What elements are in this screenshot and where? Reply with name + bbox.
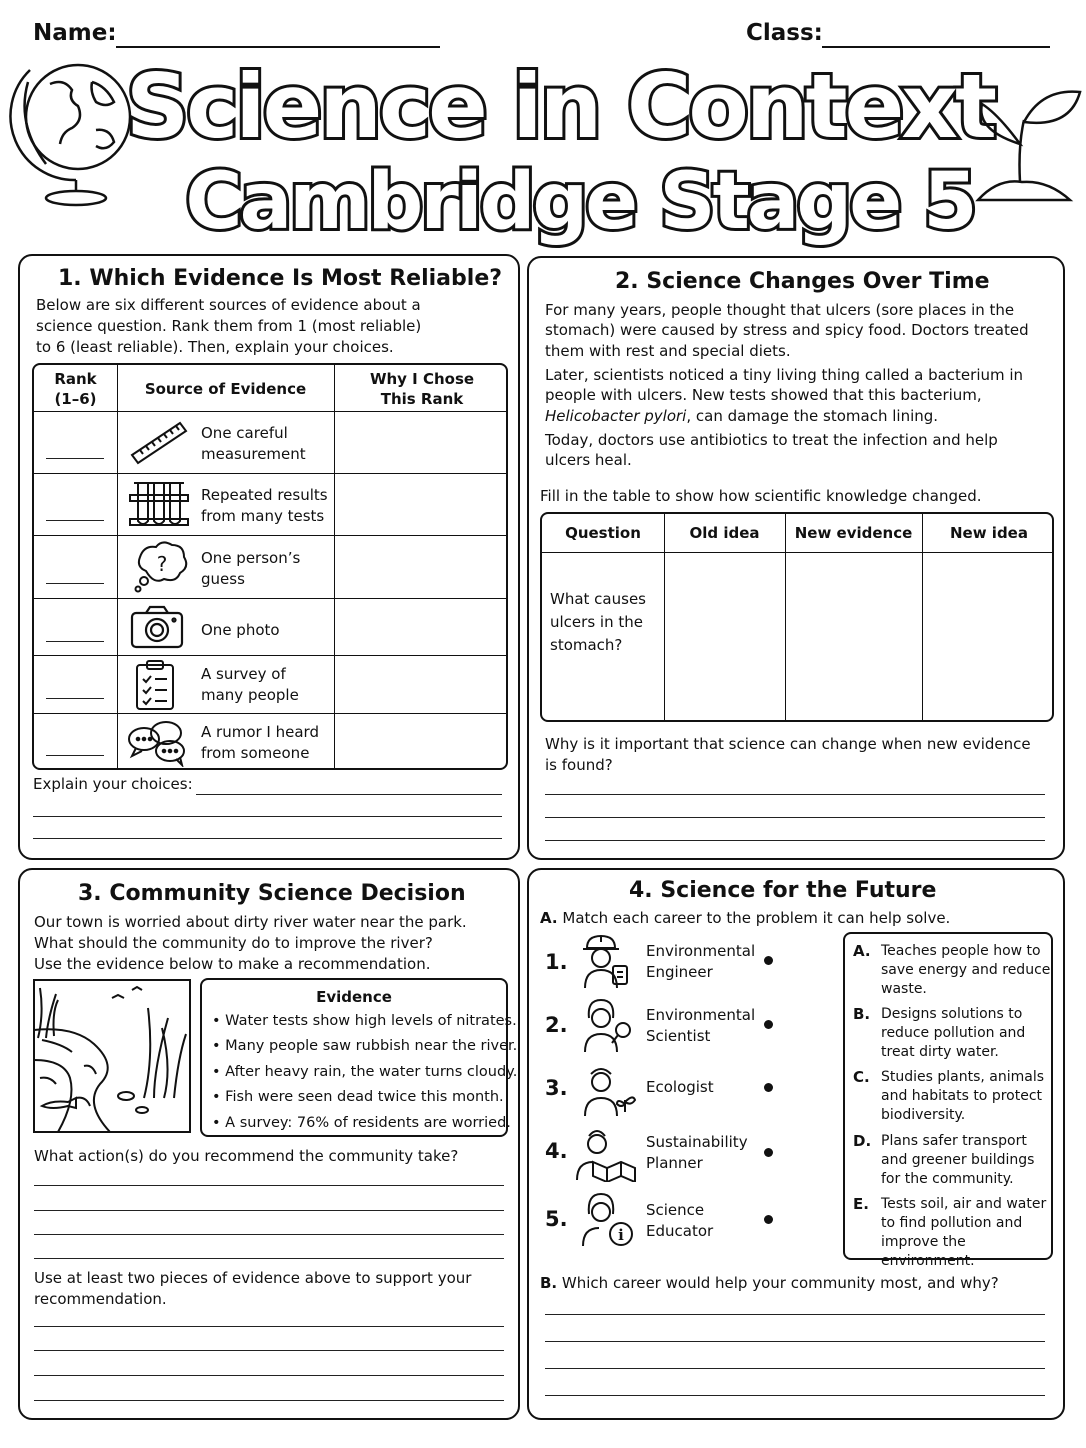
answer-c[interactable]: Studies plants, animals and habitats to protect biodiversity. <box>881 1069 1045 1123</box>
col-source-header: Source of Evidence <box>144 380 307 398</box>
part-b-line-1[interactable] <box>545 1314 1045 1315</box>
section-2-p3-line2: ulcers heal. <box>545 451 632 469</box>
globe-icon <box>10 65 130 205</box>
evidence-box <box>200 978 518 1137</box>
evidence-item-5: • A survey: 76% of residents are worried. <box>212 1115 511 1131</box>
title-line1: Science in Context <box>125 55 995 158</box>
career-2-name: Environmental Scientist <box>646 1006 756 1045</box>
action-line-4[interactable] <box>34 1258 504 1259</box>
title-line2: Cambridge Stage 5 <box>185 157 975 247</box>
action-line-1[interactable] <box>34 1185 504 1186</box>
career-5-name: Science Educator <box>646 1201 714 1240</box>
explain-line-2[interactable] <box>33 816 502 817</box>
action-line-3[interactable] <box>34 1234 504 1235</box>
answer-b-letter: B. <box>853 1005 871 1023</box>
career-2-number: 2. <box>545 1013 568 1037</box>
camera-icon <box>130 603 186 651</box>
engineer-icon <box>573 932 637 990</box>
section-3-intro-line1: Our town is worried about dirty river water near the park. <box>34 913 467 931</box>
speech-bubbles-icon <box>126 717 188 767</box>
educator-icon <box>573 1190 637 1248</box>
evidence-item-4: • Fish were seen dead twice this month. <box>212 1089 504 1105</box>
rank-blank-6[interactable] <box>46 755 104 756</box>
explain-line-1[interactable] <box>196 794 502 795</box>
rank-blank-3[interactable] <box>46 583 104 584</box>
why-line-3[interactable] <box>545 840 1045 841</box>
section-1-panel <box>18 254 520 860</box>
evidence-row-5: A survey of many people <box>201 665 299 704</box>
svg-text:?: ? <box>156 552 168 576</box>
career-4-name: Sustainability Planner <box>646 1133 748 1172</box>
career-1-name: Environmental Engineer <box>646 942 756 981</box>
section-2-p2-line1: Later, scientists noticed a tiny living thing called a bacterium in <box>545 366 1024 384</box>
career-3-name: Ecologist <box>646 1078 714 1096</box>
career-4-number: 4. <box>545 1139 568 1163</box>
career-1-number: 1. <box>545 950 568 974</box>
section-2-p1-line3: them with rest and special diets. <box>545 342 791 360</box>
class-label: Class: <box>746 20 823 46</box>
evidence-row-4: One photo <box>201 621 280 639</box>
section-3-title: 3. Community Science Decision <box>78 881 466 906</box>
col-why-header: Why I Chose This Rank <box>369 370 475 408</box>
answer-a-letter: A. <box>853 942 871 960</box>
section-2-p2-line3: Helicobacter pylori, can damage the stomach lining. <box>545 407 939 425</box>
answer-a[interactable]: Teaches people how to save energy and reduce waste. <box>881 943 1051 997</box>
section-2-p1-line2: stomach) were caused by stress and spicy food. Doctors treated <box>545 321 1029 339</box>
rank-blank-2[interactable] <box>46 520 104 521</box>
answer-c-letter: C. <box>853 1068 870 1086</box>
support-line-4[interactable] <box>34 1400 504 1401</box>
part-b-line-2[interactable] <box>545 1341 1045 1342</box>
section-4-panel <box>527 868 1065 1420</box>
career-answers-box <box>843 932 1053 1269</box>
name-field[interactable] <box>116 46 440 48</box>
section-2-p2-line2: people with ulcers. New tests showed that this bacterium, <box>545 386 982 404</box>
support-prompt-line1: Use at least two pieces of evidence above to support your <box>34 1269 472 1287</box>
knowledge-change-table <box>540 512 1054 722</box>
ecologist-icon <box>573 1060 637 1118</box>
section-1-intro-line3: to 6 (least reliable). Then, explain your choices. <box>36 338 394 356</box>
question-cell: What causes ulcers in the stomach? <box>550 590 646 654</box>
section-2-title: 2. Science Changes Over Time <box>615 269 990 294</box>
answer-d-letter: D. <box>853 1132 872 1150</box>
col-old-idea-header: Old idea <box>689 524 760 542</box>
career-3-dot[interactable] <box>764 1083 773 1092</box>
section-1-intro-line1: Below are six different sources of evidence about a <box>36 296 421 314</box>
support-line-2[interactable] <box>34 1350 504 1351</box>
evidence-item-3: • After heavy rain, the water turns cloudy. <box>212 1064 518 1080</box>
new-idea-cell[interactable] <box>922 552 1054 720</box>
test-tubes-icon <box>128 479 190 531</box>
career-2-dot[interactable] <box>764 1020 773 1029</box>
col-rank-header: Rank (1–6) <box>54 370 97 408</box>
part-b-line-4[interactable] <box>545 1395 1045 1396</box>
part-a-prompt: A. Match each career to the problem it can help solve. <box>540 909 951 927</box>
why-prompt-line1: Why is it important that science can change when new evidence <box>545 735 1031 753</box>
section-3-intro-line2: What should the community do to improve the river? <box>34 934 433 952</box>
scientist-icon <box>573 996 637 1054</box>
section-2-p1-line1: For many years, people thought that ulcers (sore places in the <box>545 301 1015 319</box>
title-area <box>0 52 1086 252</box>
rank-blank-4[interactable] <box>46 641 104 642</box>
career-3-number: 3. <box>545 1076 568 1100</box>
river-picture <box>32 978 192 1134</box>
career-1-dot[interactable] <box>764 956 773 965</box>
support-line-3[interactable] <box>34 1375 504 1376</box>
fill-table-prompt: Fill in the table to show how scientific knowledge changed. <box>540 487 982 505</box>
why-line-1[interactable] <box>545 794 1045 795</box>
col-new-idea-header: New idea <box>950 524 1028 542</box>
career-5-number: 5. <box>545 1207 568 1231</box>
ruler-icon <box>128 417 190 467</box>
evidence-item-2: • Many people saw rubbish near the river. <box>212 1038 518 1054</box>
old-idea-cell[interactable] <box>664 552 785 720</box>
section-2-p3-line1: Today, doctors use antibiotics to treat the infection and help <box>545 431 998 449</box>
section-1-intro-line2: science question. Rank them from 1 (most reliable) <box>36 317 422 335</box>
evidence-row-2: Repeated results from many tests <box>201 486 328 525</box>
evidence-rank-table <box>32 363 508 770</box>
action-prompt: What action(s) do you recommend the community take? <box>34 1147 459 1165</box>
answer-d[interactable]: Plans safer transport and greener buildings for the community. <box>881 1133 1035 1187</box>
new-evidence-cell[interactable] <box>785 552 922 720</box>
support-prompt-line2: recommendation. <box>34 1290 167 1308</box>
section-4-title: 4. Science for the Future <box>629 878 937 903</box>
career-4-dot[interactable] <box>764 1148 773 1157</box>
explain-line-3[interactable] <box>33 838 502 839</box>
rank-blank-1[interactable] <box>46 458 104 459</box>
answer-e-letter: E. <box>853 1195 869 1213</box>
name-label: Name: <box>33 20 117 46</box>
col-question-header: Question <box>565 524 641 542</box>
title-graphic <box>0 52 1086 252</box>
svg-text:i: i <box>618 1226 624 1244</box>
evidence-box-title: Evidence <box>316 988 392 1006</box>
col-new-evidence-header: New evidence <box>794 524 913 542</box>
section-3-intro-line3: Use the evidence below to make a recommendation. <box>34 955 431 973</box>
clipboard-icon <box>134 659 178 711</box>
rank-blank-5[interactable] <box>46 698 104 699</box>
explain-label: Explain your choices: <box>33 775 193 793</box>
career-5-dot[interactable] <box>764 1215 773 1224</box>
evidence-row-1: One careful measurement <box>201 424 306 463</box>
section-3-panel <box>18 868 520 1420</box>
why-line-2[interactable] <box>545 817 1045 818</box>
answer-e[interactable]: Tests soil, air and water to find pollution and improve the environment. <box>881 1196 1047 1269</box>
part-b-prompt: B. Which career would help your community most, and why? <box>540 1274 999 1292</box>
evidence-row-6: A rumor I heard from someone <box>201 723 319 762</box>
thought-bubble-icon <box>132 541 192 595</box>
support-line-1[interactable] <box>34 1326 504 1327</box>
answer-b[interactable]: Designs solutions to reduce pollution and treat dirty water. <box>881 1006 1026 1060</box>
evidence-item-1: • Water tests show high levels of nitrates. <box>212 1013 517 1029</box>
action-line-2[interactable] <box>34 1210 504 1211</box>
why-prompt-line2: is found? <box>545 756 613 774</box>
planner-icon <box>569 1122 641 1182</box>
part-b-line-3[interactable] <box>545 1368 1045 1369</box>
class-field[interactable] <box>822 46 1050 48</box>
evidence-row-3: One person’s guess <box>201 549 301 588</box>
section-2-panel <box>527 256 1065 860</box>
section-1-title: 1. Which Evidence Is Most Reliable? <box>58 266 502 291</box>
